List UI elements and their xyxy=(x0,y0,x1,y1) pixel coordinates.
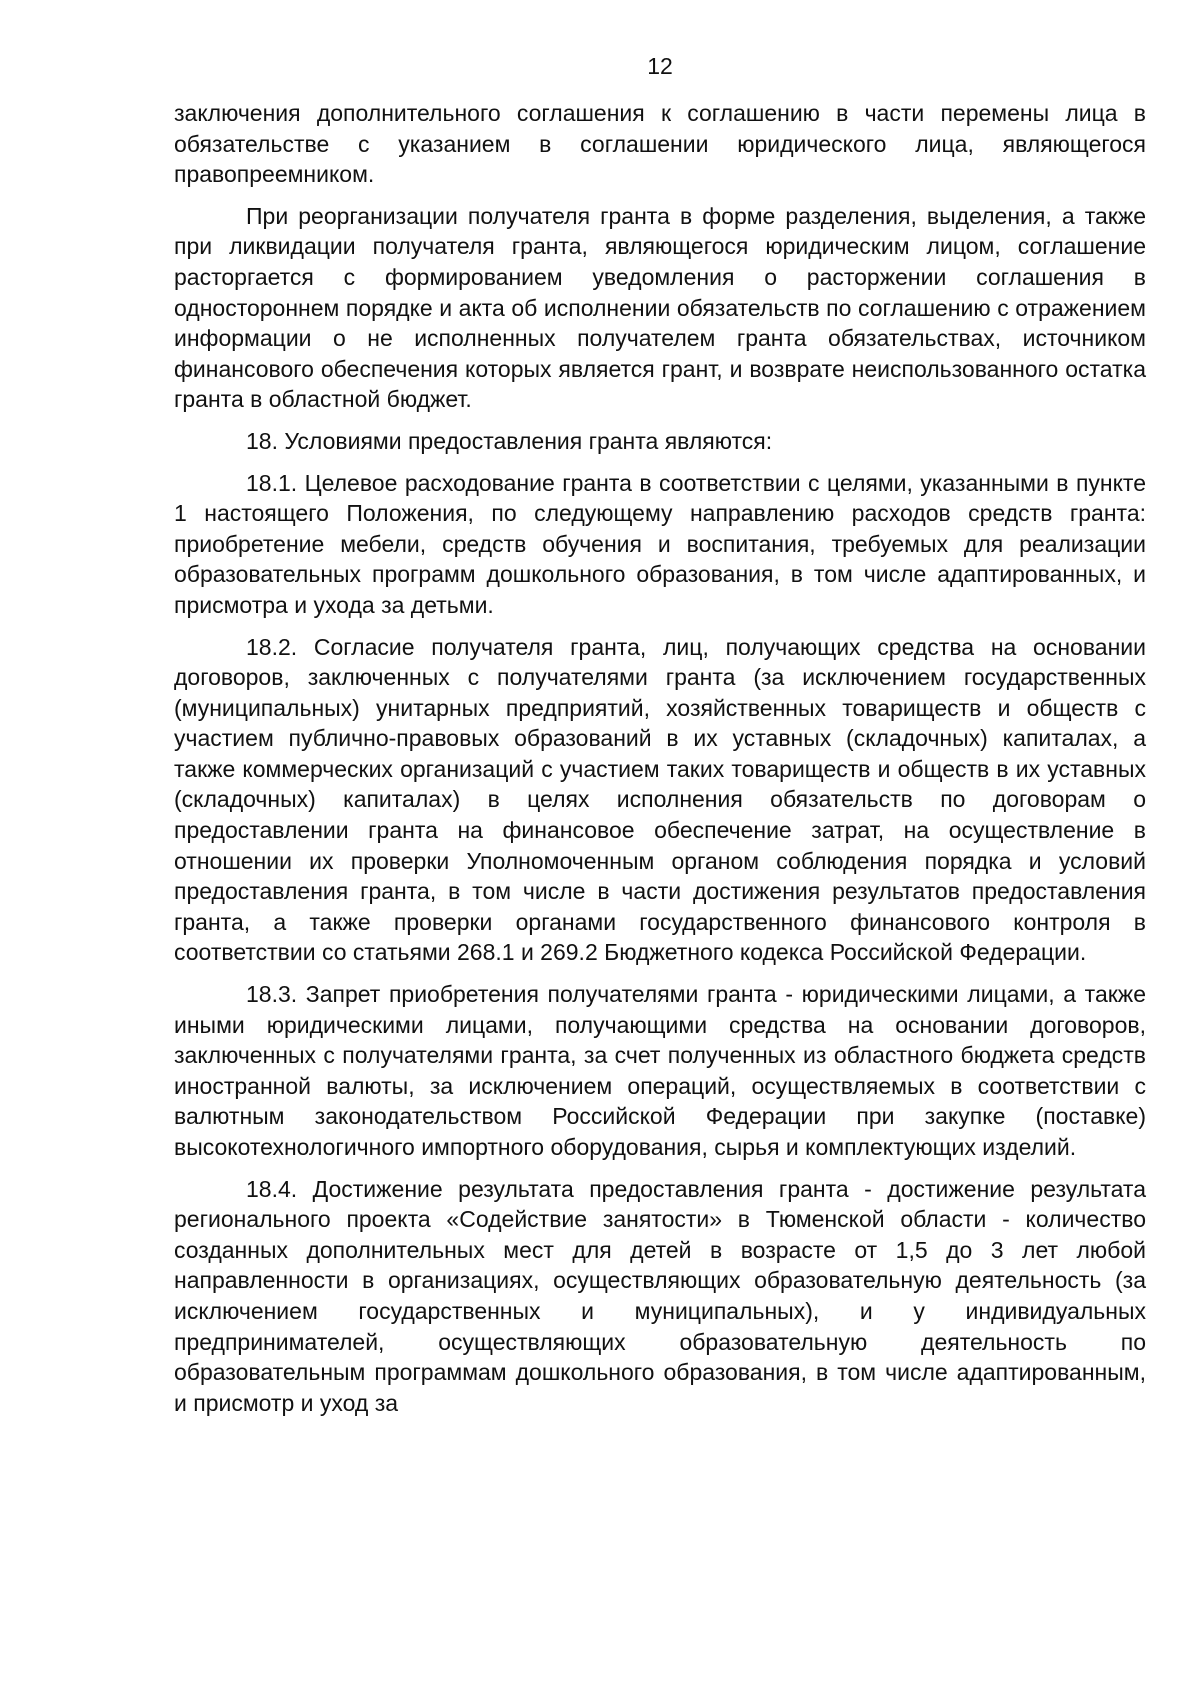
page-number: 12 xyxy=(647,53,673,79)
paragraph-18-1: 18.1. Целевое расходование гранта в соответствии с целями, указанными в пункте 1 настоящего Положения, по следующему направлению расходов средств гранта: приобретение мебели, средств обучения и воспитания, требуемых для реализации образовательных программ дошкольного образования, в том числе адаптированных, и присмотра и ухода за детьми. xyxy=(174,469,1146,618)
document-page xyxy=(174,50,1146,1429)
paragraph-18-4: 18.4. Достижение результата предоставления гранта - достижение результата регионального проекта «Содействие занятости» в Тюменской области - количество созданных дополнительных мест для детей в возрасте от 1,5 до 3 лет любой направленности в организациях, осуществляющих образовательную деятельность (за исключением государственных и муниципальных), и у индивидуальных предпринимателей, осуществляющих образовательную деятельность по образовательным программам дошкольного образования, в том числе адаптированным, и присмотр и уход за xyxy=(174,1175,1146,1416)
paragraph-continuation: заключения дополнительного соглашения к соглашению в части перемены лица в обязательстве с указанием в соглашении юридического лица, являющегося правопреемником. xyxy=(174,100,1146,188)
paragraph-18-heading: 18. Условиями предоставления гранта являются: xyxy=(246,427,773,454)
paragraph-reorganization: При реорганизации получателя гранта в форме разделения, выделения, а также при ликвидации получателя гранта, являющегося юридическим лицом, соглашение расторгается с формированием уведомления о расторжении соглашения в одностороннем порядке и акта об исполнении обязательств по соглашению с отражением информации о не исполненных получателем гранта обязательствах, источником финансового обеспечения которых является грант, и возврате неиспользованного остатка гранта в областной бюджет. xyxy=(174,202,1146,413)
paragraph-18-3: 18.3. Запрет приобретения получателями гранта - юридическими лицами, а также иными юридическими лицами, получающими средства на основании договоров, заключенных с получателями гранта, за счет полученных из областного бюджета средств иностранной валюты, за исключением операций, осуществляемых в соответствии с валютным законодательством Российской Федерации при закупке (поставке) высокотехнологичного импортного оборудования, сырья и комплектующих изделий. xyxy=(174,981,1146,1160)
paragraph-18-2: 18.2. Согласие получателя гранта, лиц, получающих средства на основании договоров, заключенных с получателями гранта (за исключением государственных (муниципальных) унитарных предприятий, хозяйственных товариществ и обществ с участием публично-правовых образований в их уставных (складочных) капиталах, а также коммерческих организаций с участием таких товариществ и обществ в их уставных (складочных) капиталах) в целях исполнения обязательств по договорам о предоставлении гранта на финансовое обеспечение затрат, на осуществление в отношении их проверки Уполномоченным органом соблюдения порядка и условий предоставления гранта, в том числе в части достижения результатов предоставления гранта, а также проверки органами государственного финансового контроля в соответствии со статьями 268.1 и 269.2 Бюджетного кодекса Российской Федерации. xyxy=(174,633,1146,966)
